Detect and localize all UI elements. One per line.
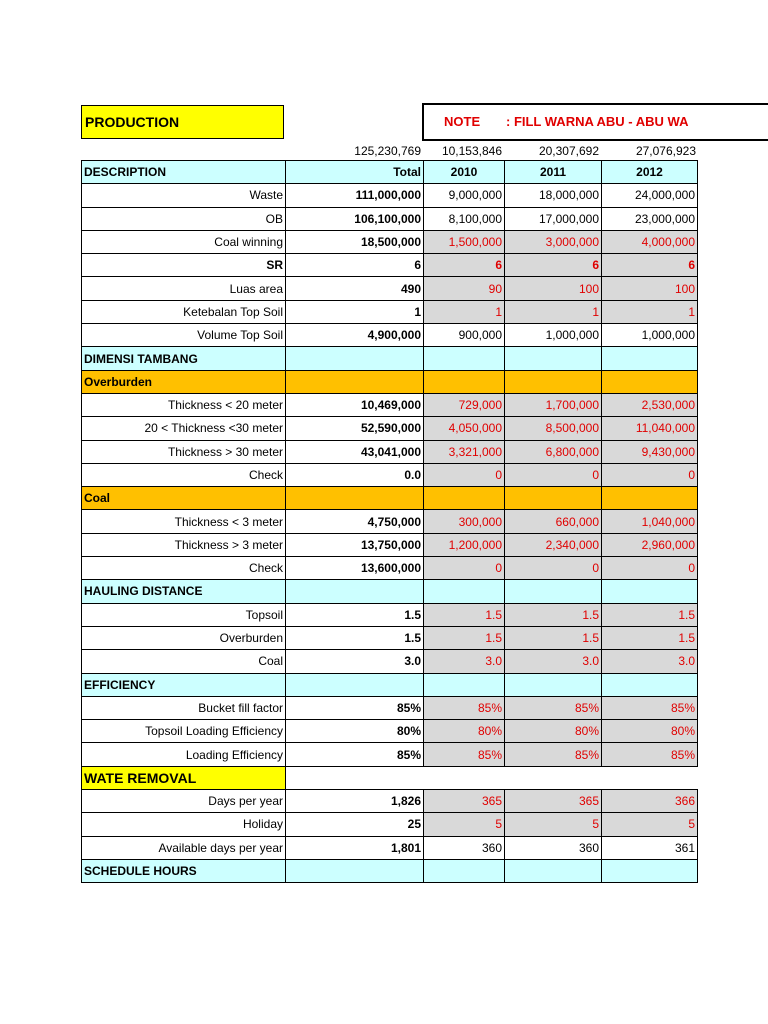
row-value: 366 xyxy=(602,790,698,813)
row-value: 0 xyxy=(602,557,698,580)
row-value: 100 xyxy=(505,277,602,300)
row-label: Holiday xyxy=(82,813,286,836)
row-value: 1,040,000 xyxy=(602,510,698,533)
row-label: Check xyxy=(82,463,286,486)
row-label: OB xyxy=(82,207,286,230)
table-row xyxy=(82,393,698,416)
header-description: DESCRIPTION xyxy=(82,161,286,184)
row-value: 6,800,000 xyxy=(505,440,602,463)
section-coal-title: Coal xyxy=(82,487,286,510)
row-total: 80% xyxy=(286,720,424,743)
note-label: NOTE xyxy=(444,114,481,129)
row-total: 85% xyxy=(286,696,424,719)
section-fill xyxy=(602,487,698,510)
row-label: Thickness < 20 meter xyxy=(82,393,286,416)
row-value: 85% xyxy=(602,743,698,766)
section-coal xyxy=(82,487,698,510)
row-value: 1 xyxy=(602,300,698,323)
header-row xyxy=(82,161,698,184)
header-total: Total xyxy=(286,161,424,184)
section-fill xyxy=(286,347,424,370)
section-fill xyxy=(424,487,505,510)
row-total: 1.5 xyxy=(286,603,424,626)
row-label: Topsoil xyxy=(82,603,286,626)
row-label: Check xyxy=(82,557,286,580)
row-label: Waste xyxy=(82,184,286,207)
row-total: 106,100,000 xyxy=(286,207,424,230)
row-value: 300,000 xyxy=(424,510,505,533)
table-row xyxy=(82,324,698,347)
row-value: 0 xyxy=(424,463,505,486)
row-label: SR xyxy=(82,254,286,277)
table-row xyxy=(82,254,698,277)
section-schedule-title: SCHEDULE HOURS xyxy=(82,859,286,882)
section-fill xyxy=(286,370,424,393)
row-label: Volume Top Soil xyxy=(82,324,286,347)
table-row xyxy=(82,230,698,253)
row-total: 0.0 xyxy=(286,463,424,486)
row-label: Coal xyxy=(82,650,286,673)
row-value: 2,960,000 xyxy=(602,533,698,556)
row-label: 20 < Thickness <30 meter xyxy=(82,417,286,440)
row-value: 3.0 xyxy=(424,650,505,673)
table-row xyxy=(82,743,698,766)
row-value: 1,700,000 xyxy=(505,393,602,416)
row-value: 1.5 xyxy=(505,603,602,626)
row-total: 52,590,000 xyxy=(286,417,424,440)
section-fill xyxy=(505,859,602,882)
section-fill xyxy=(602,580,698,603)
section-overburden-title: Overburden xyxy=(82,370,286,393)
row-label: Days per year xyxy=(82,790,286,813)
row-value: 9,430,000 xyxy=(602,440,698,463)
row-value: 100 xyxy=(602,277,698,300)
section-fill xyxy=(602,347,698,370)
section-dimensi-title: DIMENSI TAMBANG xyxy=(82,347,286,370)
row-value: 4,000,000 xyxy=(602,230,698,253)
table-row xyxy=(82,417,698,440)
row-value: 4,050,000 xyxy=(424,417,505,440)
section-fill xyxy=(286,673,424,696)
table-row xyxy=(82,533,698,556)
table-row xyxy=(82,557,698,580)
row-label: Overburden xyxy=(82,626,286,649)
row-value: 0 xyxy=(505,557,602,580)
row-value: 365 xyxy=(505,790,602,813)
row-value: 361 xyxy=(602,836,698,859)
section-efficiency-title: EFFICIENCY xyxy=(82,673,286,696)
row-value: 1,500,000 xyxy=(424,230,505,253)
row-total: 18,500,000 xyxy=(286,230,424,253)
row-value: 0 xyxy=(602,463,698,486)
row-value: 2,340,000 xyxy=(505,533,602,556)
row-value: 1.5 xyxy=(424,603,505,626)
top-total-2011: 20,307,692 xyxy=(538,144,599,158)
row-label: Thickness < 3 meter xyxy=(82,510,286,533)
row-total: 25 xyxy=(286,813,424,836)
row-label: Available days per year xyxy=(82,836,286,859)
section-fill xyxy=(602,859,698,882)
row-value: 0 xyxy=(505,463,602,486)
row-label: Luas area xyxy=(82,277,286,300)
table-row xyxy=(82,790,698,813)
row-total: 85% xyxy=(286,743,424,766)
row-value: 3,321,000 xyxy=(424,440,505,463)
row-value: 5 xyxy=(424,813,505,836)
section-overburden xyxy=(82,370,698,393)
row-value: 1.5 xyxy=(602,603,698,626)
header-year: 2011 xyxy=(505,161,602,184)
row-total: 10,469,000 xyxy=(286,393,424,416)
row-total: 1,826 xyxy=(286,790,424,813)
row-value: 9,000,000 xyxy=(424,184,505,207)
row-value: 6 xyxy=(424,254,505,277)
section-fill xyxy=(505,673,602,696)
row-value: 8,500,000 xyxy=(505,417,602,440)
row-value: 3.0 xyxy=(602,650,698,673)
row-value: 85% xyxy=(505,743,602,766)
section-hauling-title: HAULING DISTANCE xyxy=(82,580,286,603)
table-row xyxy=(82,720,698,743)
row-label: Thickness > 30 meter xyxy=(82,440,286,463)
row-value: 1.5 xyxy=(602,626,698,649)
row-value: 365 xyxy=(424,790,505,813)
section-fill xyxy=(505,370,602,393)
section-fill xyxy=(505,347,602,370)
section-fill xyxy=(286,487,424,510)
section-fill xyxy=(424,859,505,882)
row-value: 729,000 xyxy=(424,393,505,416)
row-total: 3.0 xyxy=(286,650,424,673)
row-value: 5 xyxy=(602,813,698,836)
waste-removal-title: WATE REMOVAL xyxy=(82,766,286,789)
row-label: Topsoil Loading Efficiency xyxy=(82,720,286,743)
header-year: 2010 xyxy=(424,161,505,184)
top-total-2012: 27,076,923 xyxy=(635,144,696,158)
row-total: 4,900,000 xyxy=(286,324,424,347)
row-total: 43,041,000 xyxy=(286,440,424,463)
row-value: 2,530,000 xyxy=(602,393,698,416)
row-label: Bucket fill factor xyxy=(82,696,286,719)
row-total: 13,750,000 xyxy=(286,533,424,556)
table-row xyxy=(82,696,698,719)
row-value: 6 xyxy=(602,254,698,277)
note-text: : FILL WARNA ABU - ABU WA xyxy=(506,114,689,129)
table-row xyxy=(82,650,698,673)
top-total-2010: 10,153,846 xyxy=(441,144,502,158)
table-row xyxy=(82,463,698,486)
top-total-grand: 125,230,769 xyxy=(354,144,421,158)
section-fill xyxy=(424,580,505,603)
row-value: 17,000,000 xyxy=(505,207,602,230)
row-value: 85% xyxy=(424,743,505,766)
row-total: 490 xyxy=(286,277,424,300)
table-row xyxy=(82,603,698,626)
row-value: 11,040,000 xyxy=(602,417,698,440)
row-value: 360 xyxy=(424,836,505,859)
row-label: Thickness > 3 meter xyxy=(82,533,286,556)
table-row xyxy=(82,626,698,649)
row-value: 80% xyxy=(505,720,602,743)
section-schedule xyxy=(82,859,698,882)
table-row xyxy=(82,184,698,207)
note-box xyxy=(422,103,768,141)
production-title: PRODUCTION xyxy=(81,105,284,139)
section-waste-removal xyxy=(82,766,698,789)
row-value: 80% xyxy=(424,720,505,743)
row-value: 23,000,000 xyxy=(602,207,698,230)
section-dimensi xyxy=(82,347,698,370)
section-fill xyxy=(424,347,505,370)
table-row xyxy=(82,300,698,323)
section-fill xyxy=(424,673,505,696)
row-value: 1 xyxy=(505,300,602,323)
header-year: 2012 xyxy=(602,161,698,184)
row-total: 13,600,000 xyxy=(286,557,424,580)
row-value: 360 xyxy=(505,836,602,859)
row-value: 6 xyxy=(505,254,602,277)
section-fill xyxy=(602,673,698,696)
row-value: 0 xyxy=(424,557,505,580)
row-value: 3,000,000 xyxy=(505,230,602,253)
waste-removal-blank xyxy=(286,766,698,789)
row-total: 1,801 xyxy=(286,836,424,859)
row-value: 660,000 xyxy=(505,510,602,533)
section-hauling xyxy=(82,580,698,603)
section-fill xyxy=(424,370,505,393)
row-value: 1.5 xyxy=(505,626,602,649)
row-label: Coal winning xyxy=(82,230,286,253)
row-total: 1.5 xyxy=(286,626,424,649)
row-value: 80% xyxy=(602,720,698,743)
row-value: 1,000,000 xyxy=(602,324,698,347)
row-value: 1.5 xyxy=(424,626,505,649)
table-row xyxy=(82,277,698,300)
row-value: 900,000 xyxy=(424,324,505,347)
row-value: 18,000,000 xyxy=(505,184,602,207)
table-row xyxy=(82,836,698,859)
production-sheet xyxy=(81,160,698,883)
table-row xyxy=(82,207,698,230)
section-fill xyxy=(505,580,602,603)
row-value: 85% xyxy=(424,696,505,719)
row-value: 85% xyxy=(505,696,602,719)
section-fill xyxy=(286,859,424,882)
row-value: 24,000,000 xyxy=(602,184,698,207)
row-value: 1,200,000 xyxy=(424,533,505,556)
row-value: 5 xyxy=(505,813,602,836)
row-total: 6 xyxy=(286,254,424,277)
row-total: 4,750,000 xyxy=(286,510,424,533)
row-value: 90 xyxy=(424,277,505,300)
row-value: 8,100,000 xyxy=(424,207,505,230)
table-row xyxy=(82,510,698,533)
row-label: Loading Efficiency xyxy=(82,743,286,766)
section-fill xyxy=(505,487,602,510)
table-row xyxy=(82,440,698,463)
row-value: 1,000,000 xyxy=(505,324,602,347)
section-fill xyxy=(602,370,698,393)
row-value: 85% xyxy=(602,696,698,719)
row-total: 111,000,000 xyxy=(286,184,424,207)
row-value: 1 xyxy=(424,300,505,323)
row-value: 3.0 xyxy=(505,650,602,673)
row-label: Ketebalan Top Soil xyxy=(82,300,286,323)
table-row xyxy=(82,813,698,836)
row-total: 1 xyxy=(286,300,424,323)
section-fill xyxy=(286,580,424,603)
section-efficiency xyxy=(82,673,698,696)
